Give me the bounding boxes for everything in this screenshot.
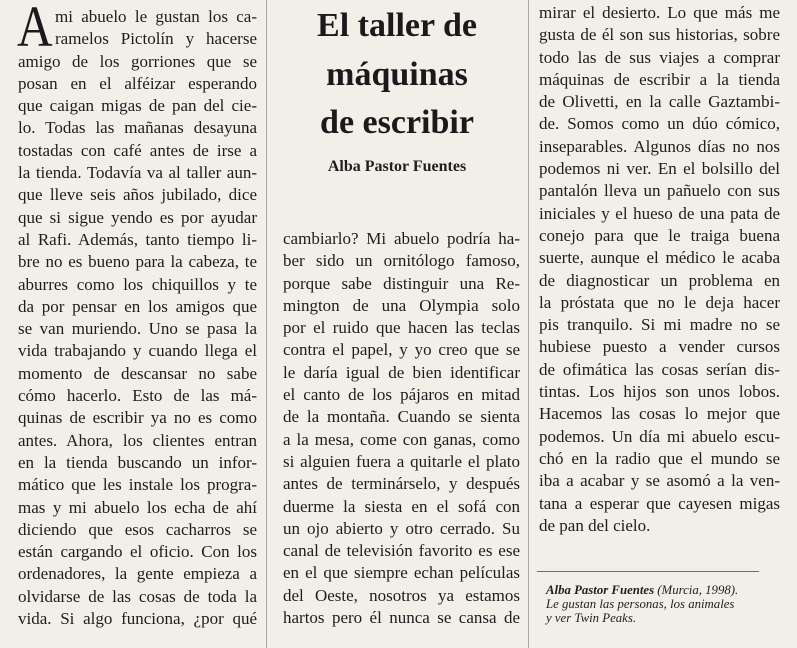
- text-line: tintas. Los hijos son unos lobos.: [539, 382, 780, 402]
- author-bio: [546, 583, 780, 625]
- text-line: amigo de los gorriones que se: [18, 51, 257, 71]
- text-line: antes de terminárselo, y después: [283, 474, 520, 494]
- text-line: momento de descansar no sabe: [18, 363, 257, 383]
- text-line: ordenadores, la gente empieza a: [18, 564, 257, 584]
- text-line: en la tienda buscando un infor-: [18, 452, 257, 472]
- column-divider: [528, 0, 529, 648]
- text-line: porque sabe distinguir una Re-: [283, 273, 520, 293]
- text-line: todo las de sus viajes a comprar: [539, 47, 780, 67]
- bio-line: y ver Twin Peaks.: [546, 611, 637, 625]
- text-line: de pan del cielo.: [539, 515, 651, 535]
- text-line: hartos pero él nunca se cansa de: [283, 608, 520, 628]
- text-line: canal de televisión favorito es ese: [283, 541, 520, 561]
- text-line: vida. Si algo funciona, ¿por qué: [18, 609, 257, 629]
- text-line: ber sido un ornitólogo famoso,: [283, 251, 520, 271]
- text-line: de Olivetti, en la calle Gaztambi-: [539, 92, 780, 112]
- text-line: da por pensar en los amigos que: [18, 296, 257, 316]
- text-line: conejo para que le traiga buena: [539, 225, 780, 245]
- text-line: aburres como los chiquillos y te: [18, 274, 257, 294]
- text-line: que lleve seis años jubilado, dice: [18, 185, 257, 205]
- text-line: de. Somos como un dúo cómico,: [539, 114, 780, 134]
- text-line: están cargando el oficio. Con los: [18, 542, 257, 562]
- text-line: mi abuelo le gustan los ca-: [55, 7, 257, 26]
- text-line: tana a esperar que cayesen migas: [539, 493, 780, 513]
- bio-author-name: Alba Pastor Fuentes: [546, 583, 655, 597]
- text-line: posan en el alféizar esperando: [18, 73, 257, 93]
- text-line: mático que les instale los progra-: [18, 475, 257, 495]
- text-line: ramelos Pictolín y hacerse: [55, 29, 257, 49]
- text-line: pantalón lleva un pañuelo con sus: [539, 181, 780, 201]
- text-line: el canto de los pájaros en mitad: [283, 385, 520, 405]
- text-line: mirar el desierto. Lo que más me: [539, 3, 780, 22]
- text-line: contra el papel, y yo creo que se: [283, 340, 520, 360]
- text-line: vida trabajando y cuando llega el: [18, 341, 257, 361]
- text-line: bre no es bueno para la cabeza, te: [18, 252, 257, 272]
- text-line: por el ruido que hacen las teclas: [283, 318, 520, 338]
- title-line: de escribir: [320, 104, 474, 141]
- text-line: antes. Ahora, los clientes entran: [18, 430, 257, 450]
- text-line: quinas de escribir ya no es como: [18, 408, 257, 428]
- text-line: Hacemos las cosas lo mejor que: [539, 404, 780, 424]
- text-line: al Rafi. Además, tanto tiempo li-: [18, 229, 257, 249]
- text-line: podemos ni ver. En el bolsillo del: [539, 159, 780, 179]
- story-column-2: [283, 228, 520, 629]
- text-line: en el que siempre echan películas: [283, 563, 520, 583]
- text-line: tostadas con café antes de irse a: [18, 140, 257, 160]
- story-title: [277, 2, 517, 148]
- text-line: que si sigue yendo es por ayudar: [18, 207, 257, 227]
- text-line: iba a acabar y se asomó a la ven-: [539, 471, 780, 491]
- text-line: gusta de él son sus historias, sobre: [539, 25, 780, 45]
- bio-separator: [537, 571, 759, 572]
- bio-line: Le gustan las personas, los animales: [546, 597, 735, 611]
- title-line: máquinas: [326, 55, 468, 93]
- text-line: de diagnosticar un problema en: [539, 270, 780, 290]
- text-line: chó en la radio que el mundo se: [539, 448, 780, 468]
- text-line: pis tranquilo. Si mi madre no se: [539, 315, 780, 335]
- bio-heading: [546, 583, 780, 597]
- text-line: suerte, aunque el médico le acaba: [539, 248, 780, 268]
- text-line: la próstata que no le deja hacer: [539, 292, 780, 312]
- text-line: podemos. Un día mi abuelo escu-: [539, 426, 780, 446]
- text-line: la tienda. Todavía va al taller aun-: [18, 163, 257, 183]
- column-divider: [266, 0, 267, 648]
- text-line: cómo hacerlo. Esto de las má-: [18, 386, 257, 406]
- text-line: inseparables. Algunos días no nos: [539, 136, 780, 156]
- text-line: máquinas de escribir a la tienda: [539, 69, 780, 89]
- text-line: que caigan migas de pan del cie-: [18, 96, 257, 116]
- text-line: cambiarlo? Mi abuelo podría ha-: [283, 229, 520, 248]
- story-column-3: [539, 2, 780, 537]
- text-line: mington de una Olympia solo: [283, 295, 520, 315]
- text-line: mas y mi abuelo los echa de ahí: [18, 497, 257, 517]
- text-line: un ojo abierto y otro cerrado. Su: [283, 518, 520, 538]
- text-line: de ofimática las cosas serían dis-: [539, 359, 780, 379]
- text-line: diciendo que esos cacharros se: [18, 519, 257, 539]
- text-line: le daría igual de bien identificar: [283, 362, 520, 382]
- text-line: de la montaña. Cuando se sienta: [283, 407, 520, 427]
- text-line: iniciales y el hueso de una pata de: [539, 203, 780, 223]
- bio-origin: (Murcia, 1998).: [657, 583, 739, 597]
- text-line: se van muriendo. Uno se pasa la: [18, 319, 257, 339]
- text-line: lo. Todas las mañanas desayuna: [18, 118, 257, 138]
- text-line: si alguien fuera a quitarle el plato: [283, 451, 520, 471]
- story-column-1: [18, 6, 257, 630]
- title-line: El taller de: [317, 7, 477, 44]
- text-line: hubiese puesto a vender cursos: [539, 337, 780, 357]
- text-line: olvidarse de las cosas de toda la: [18, 586, 257, 606]
- drop-cap: A: [17, 0, 53, 59]
- text-line: del Oeste, nosotros ya estamos: [283, 585, 520, 605]
- text-line: duerme la siesta en el sofá con: [283, 496, 520, 516]
- story-author: Alba Pastor Fuentes: [327, 158, 467, 175]
- text-line: a la mesa, come con ganas, como: [283, 429, 520, 449]
